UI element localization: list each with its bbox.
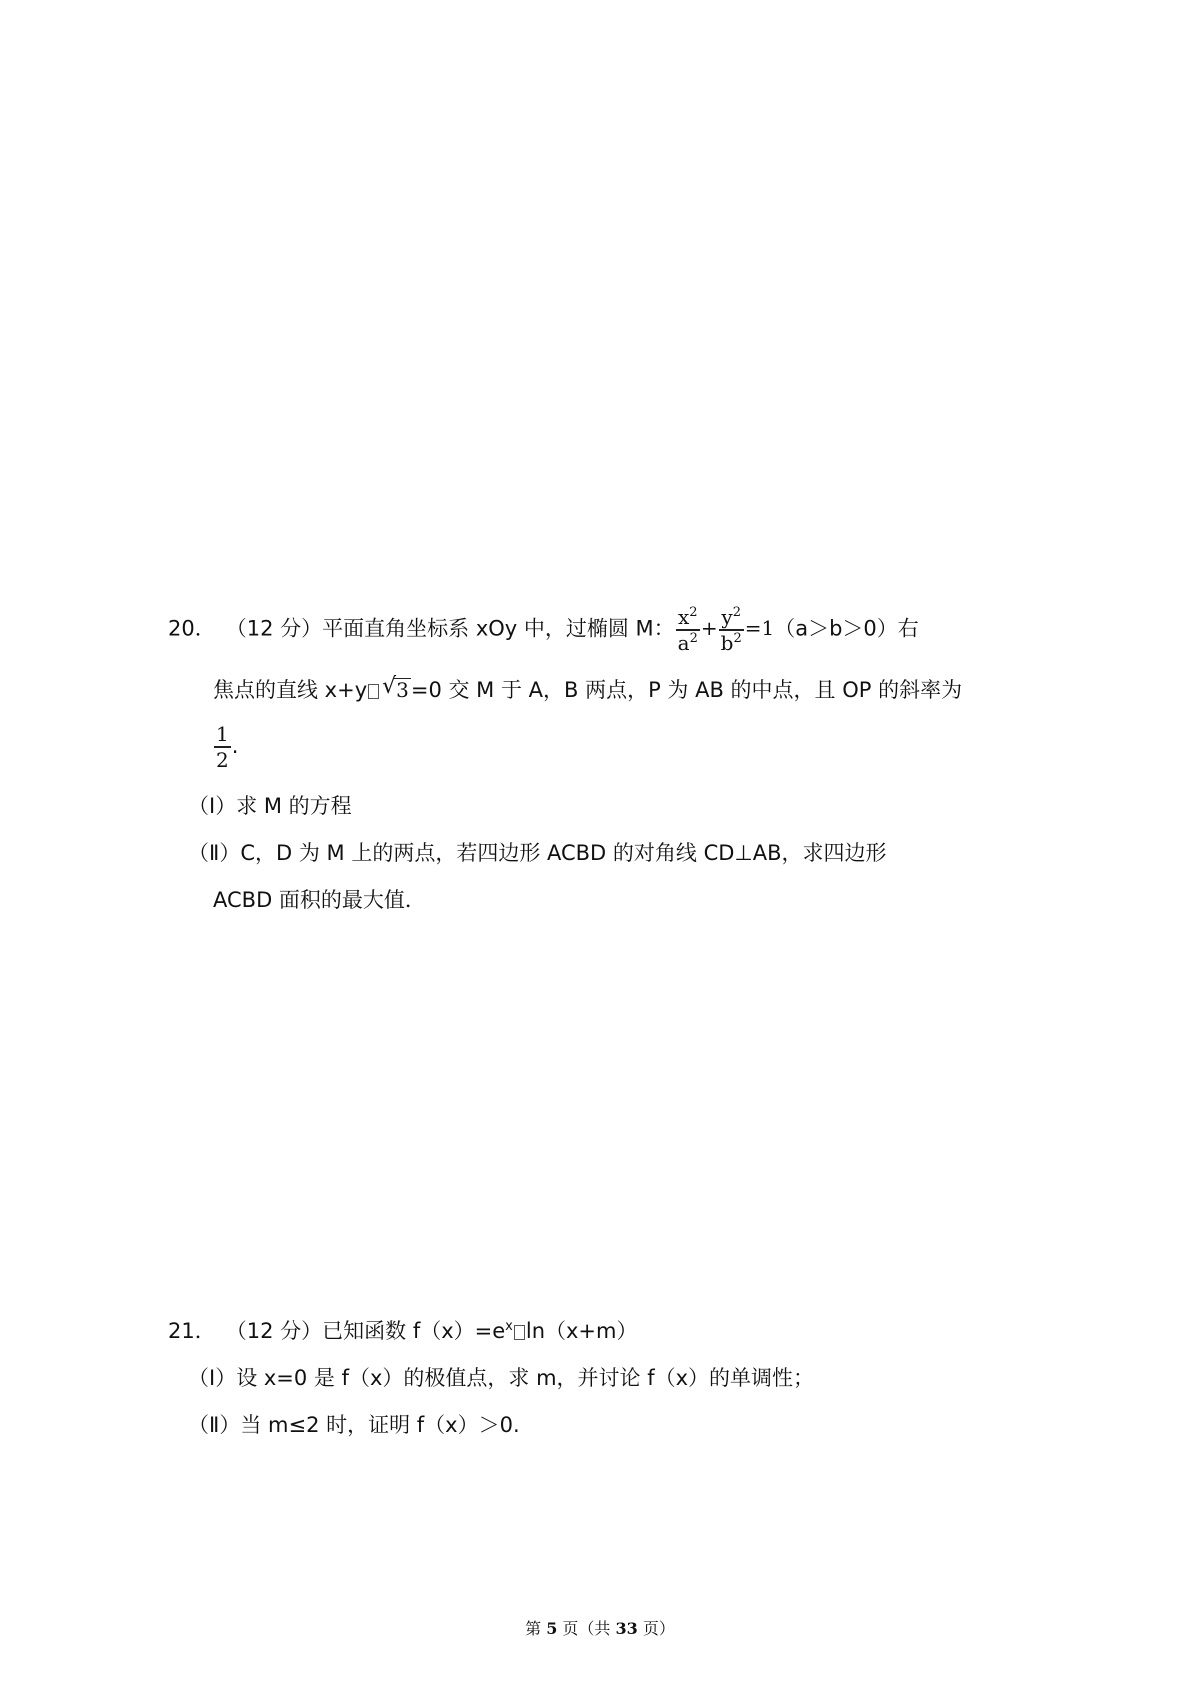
footer-middle: 页（共: [557, 1619, 616, 1638]
frac-numerator-y: y: [721, 605, 733, 629]
q20-line2-end: =0 交 M 于 A，B 两点，P 为 AB 的中点，且 OP 的斜率为: [410, 678, 963, 702]
page-number: 5: [546, 1619, 558, 1638]
frac-denominator-a: a: [677, 630, 690, 655]
q21-stem-start: 已知函数 f（x）=e: [322, 1319, 506, 1343]
exponent: 2: [733, 630, 742, 646]
ellipse-equation: [675, 605, 775, 655]
exponent-x: x: [505, 1319, 513, 1334]
period: .: [231, 733, 239, 758]
sqrt-3: [382, 676, 411, 704]
q20-points: （12 分）: [225, 616, 323, 641]
q21-number: 21．: [168, 1319, 216, 1343]
fraction-y2-b2: [719, 605, 744, 655]
fraction-one-half: [214, 722, 231, 772]
q21-part1: （Ⅰ）设 x=0 是 f（x）的极值点，求 m，并讨论 f（x）的单调性；: [188, 1366, 815, 1390]
half-denominator: 2: [216, 747, 229, 772]
footer-prefix: 第: [525, 1619, 547, 1638]
exponent: 2: [689, 605, 698, 620]
q20-part2-line1: （Ⅱ）C，D 为 M 上的两点，若四边形 ACBD 的对角线 CD⊥AB，求四边形: [188, 841, 887, 865]
q20-number: 20．: [168, 616, 216, 641]
footer-suffix: 页）: [637, 1619, 675, 1638]
radical-icon: √: [382, 674, 397, 699]
exponent: 2: [689, 630, 698, 646]
q20-part1: （Ⅰ）求 M 的方程: [188, 794, 352, 818]
fraction-x2-a2: [676, 605, 700, 655]
frac-denominator-b: b: [720, 630, 734, 655]
plus-sign: +: [700, 616, 718, 641]
q20-line2: [213, 676, 962, 704]
q21-stem-end: ln（x+m）: [525, 1319, 638, 1343]
missing-glyph-box: [368, 684, 379, 699]
half-numerator: 1: [216, 722, 229, 746]
q20-line2-start: 焦点的直线 x+y: [213, 678, 368, 702]
exponent: 2: [732, 605, 741, 620]
q20-stem: 平面直角坐标系 xOy 中，过椭圆 M：: [322, 616, 675, 641]
q20-line3: [213, 722, 238, 772]
missing-glyph-box: [514, 1325, 525, 1340]
q20-condition: （a＞b＞0）右: [774, 616, 919, 641]
q21-points: （12 分）: [225, 1319, 323, 1343]
equals-one: =1: [744, 616, 775, 641]
q20-part2-line2: ACBD 面积的最大值．: [213, 888, 426, 912]
frac-numerator-x: x: [678, 605, 690, 629]
q20-line1: [168, 605, 919, 655]
radicand: 3: [396, 678, 409, 702]
total-pages: 33: [615, 1619, 638, 1638]
q21-line1: [168, 1317, 637, 1345]
page-footer: [0, 1618, 1200, 1640]
q21-part2: （Ⅱ）当 m≤2 时，证明 f（x）＞0.: [188, 1413, 520, 1437]
